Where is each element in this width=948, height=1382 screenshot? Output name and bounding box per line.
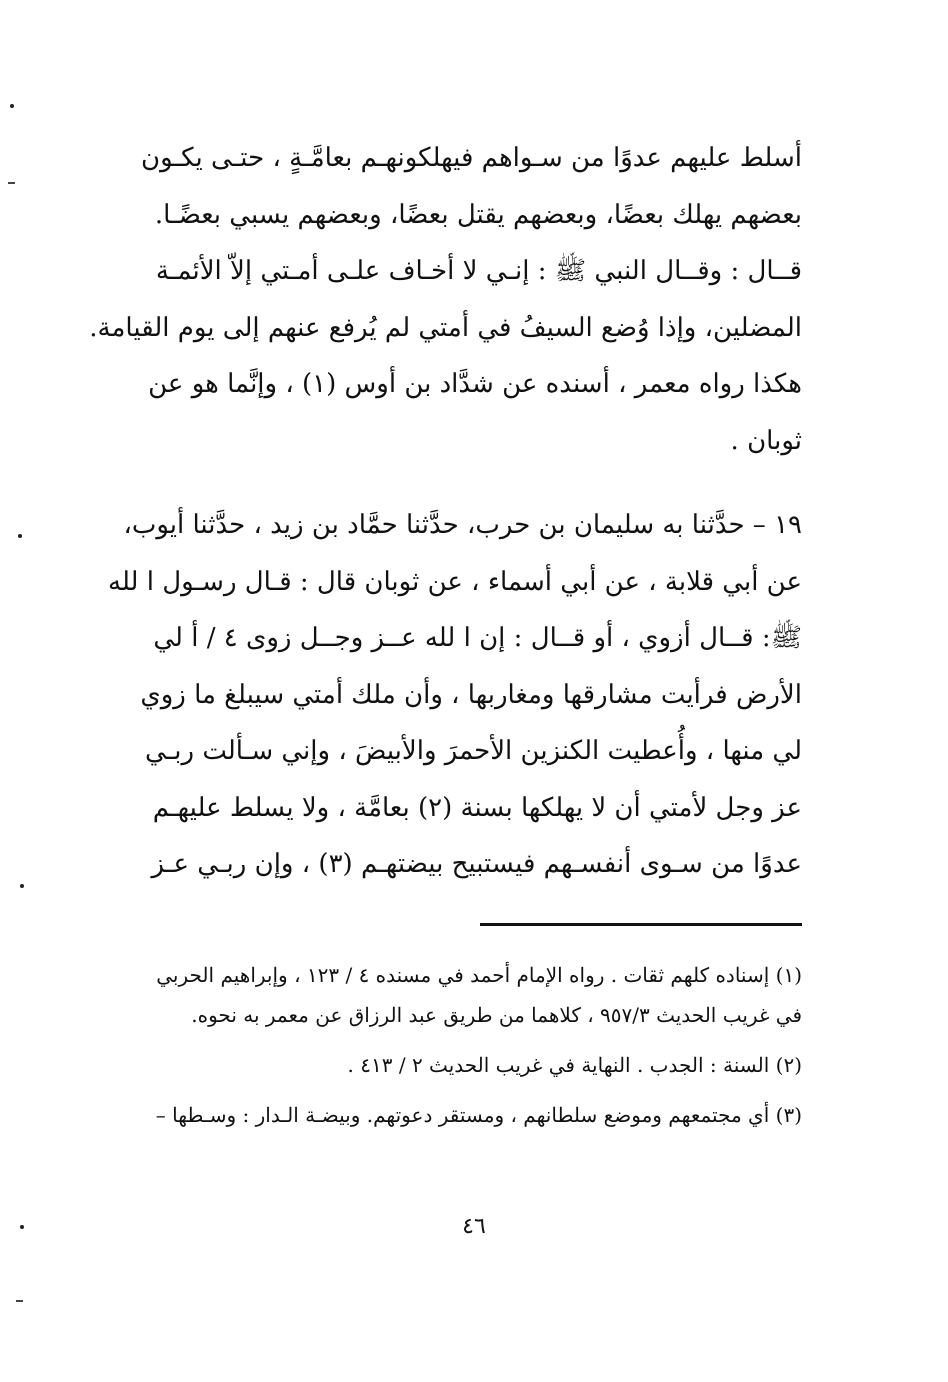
main-text-paragraph-2 <box>108 497 802 893</box>
text-line: قــال : وقــال النبي ﷺ : إنـي لا أخـاف علـى أمـتي إلاّ الأئمـة <box>155 256 802 286</box>
main-text-paragraph-1 <box>89 130 802 469</box>
footnote-3: (٣) أي مجتمعهم وموضع سلطانهم ، ومستقر دعوتهم. وبيضـة الـدار : وسـطها – <box>155 1103 802 1127</box>
footnote-1-line-1: (١) إسناده كلهم ثقات . رواه الإمام أحمد في مسنده ٤ / ١٢٣ ، وإبراهيم الحربي <box>156 963 802 987</box>
scan-speck <box>8 182 15 184</box>
scan-speck <box>16 1300 23 1302</box>
footnote-2: (٢) السنة : الجدب . النهاية في غريب الحديث ٢ / ٤١٣ . <box>347 1053 802 1077</box>
scan-speck <box>18 534 22 538</box>
text-line: الأرض فرأيت مشارقها ومغاربها ، وأن ملك أمتي سيبلغ ما زوي <box>140 679 802 710</box>
scan-speck <box>20 884 24 888</box>
text-line: ١٩ – حدَّثنا به سليمان بن حرب، حدَّثنا حمَّاد بن زيد ، حدَّثنا أيوب، <box>123 510 802 540</box>
page-number: ٤٦ <box>462 1214 486 1239</box>
text-line: أسلط عليهم عدوًا من سـواهم فيهلكونهـم بعامَّـةٍ ، حتـى يكـون <box>141 143 802 173</box>
text-line: ﷺ: قــال أزوي ، أو قــال : إن ا لله عــز وجــل زوى ٤ / أ لي <box>153 623 802 653</box>
text-line: ثوبان . <box>730 425 802 456</box>
text-line: عز وجل لأمتي أن لا يهلكها بسنة (٢) بعامَّة ، ولا يسلط عليهـم <box>152 792 802 823</box>
text-line: عن أبي قلابة ، عن أبي أسماء ، عن ثوبان قال : قـال رسـول ا لله <box>108 566 802 597</box>
text-line: عدوًا من سـوى أنفسـهم فيستبيح بيضتهـم (٣) ، وإن ربـي عـز <box>151 849 802 879</box>
scan-speck <box>20 1225 24 1229</box>
footnote-separator <box>480 923 802 926</box>
text-line: المضلين، وإذا وُضع السيفُ في أمتي لم يُرفع عنهم إلى يوم القيامة. <box>89 312 802 343</box>
scan-speck <box>10 104 14 108</box>
footnotes <box>112 955 802 1135</box>
text-line: لي منها ، وأُعطيت الكنزين الأحمرَ والأبيضَ ، وإني سـألت ربـي <box>144 736 802 766</box>
text-line: بعضهم يهلك بعضًا، وبعضهم يقتل بعضًا، وبعضهم يسبي بعضًـا. <box>154 199 802 230</box>
text-line: هكذا رواه معمر ، أسنده عن شدَّاد بن أوس (١) ، وإنَّما هو عن <box>148 369 802 399</box>
footnote-1-line-2: في غريب الحديث ٩٥٧/٣ ، كلاهما من طريق عبد الرزاق عن معمر به نحوه. <box>191 1003 802 1027</box>
